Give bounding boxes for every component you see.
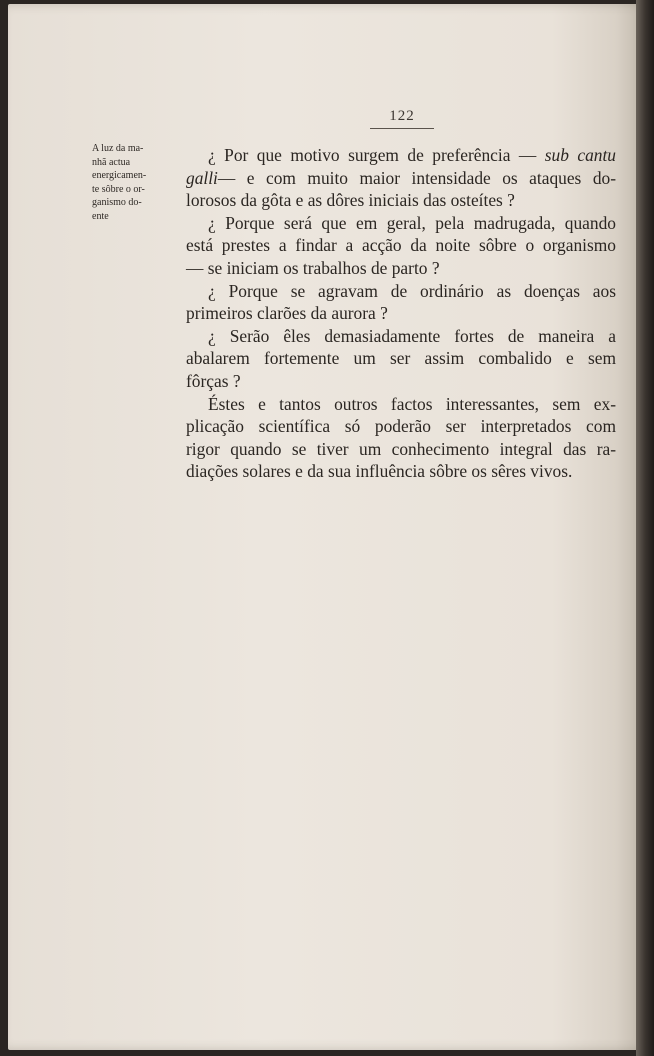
paragraph bbox=[186, 393, 616, 483]
margin-note-line: ganismo do- bbox=[92, 197, 142, 208]
margin-note-line: energicamen- bbox=[92, 170, 147, 181]
text-line: — se iniciam os trabalhos de parto ? bbox=[186, 257, 440, 278]
book-spine-edge bbox=[636, 0, 654, 1056]
text-line: fôrças ? bbox=[186, 370, 241, 391]
text-line: lorosos da gôta e as dôres iniciais das osteítes ? bbox=[186, 190, 515, 211]
margin-note-line: nhã actua bbox=[92, 156, 131, 168]
paragraph bbox=[186, 212, 616, 280]
text-line: ¿ Por que motivo surgem de preferência — sub cantu bbox=[208, 145, 616, 165]
margin-note-line: A luz da ma- bbox=[92, 143, 144, 154]
paragraph bbox=[186, 280, 616, 325]
text-line: plicação scientífica só poderão ser interpretados com bbox=[186, 416, 616, 437]
text-line: ¿ Serão êles demasiadamente fortes de maneira a bbox=[208, 325, 616, 346]
italic-phrase: galli bbox=[186, 167, 218, 188]
text-line: abalarem fortemente um ser assim combalido e sem bbox=[186, 348, 616, 369]
text-line: rigor quando se tiver um conhecimento integral das ra- bbox=[186, 438, 616, 459]
body-text bbox=[186, 144, 616, 483]
margin-note bbox=[92, 142, 174, 223]
text-line: está prestes a findar a acção da noite sôbre o organismo bbox=[186, 235, 616, 256]
text-line: galli— e com muito maior intensidade os ataques do- bbox=[186, 167, 616, 188]
page-number: 122 bbox=[389, 108, 415, 124]
margin-note-line: ente bbox=[92, 210, 109, 222]
italic-phrase: sub cantu bbox=[544, 145, 616, 165]
header-rule bbox=[370, 128, 434, 129]
text-line: diações solares e da sua influência sôbre os sêres vivos. bbox=[186, 461, 573, 482]
book-page bbox=[8, 4, 648, 1050]
text-line: primeiros clarões da aurora ? bbox=[186, 303, 388, 324]
text-line: Éstes e tantos outros factos interessantes, sem ex- bbox=[208, 393, 616, 414]
text-line: ¿ Porque se agravam de ordinário as doenças aos bbox=[208, 280, 616, 301]
paragraph bbox=[186, 325, 616, 393]
paragraph bbox=[186, 144, 616, 212]
margin-note-line: te sôbre o or- bbox=[92, 183, 145, 195]
text-line: ¿ Porque será que em geral, pela madrugada, quando bbox=[208, 212, 616, 233]
